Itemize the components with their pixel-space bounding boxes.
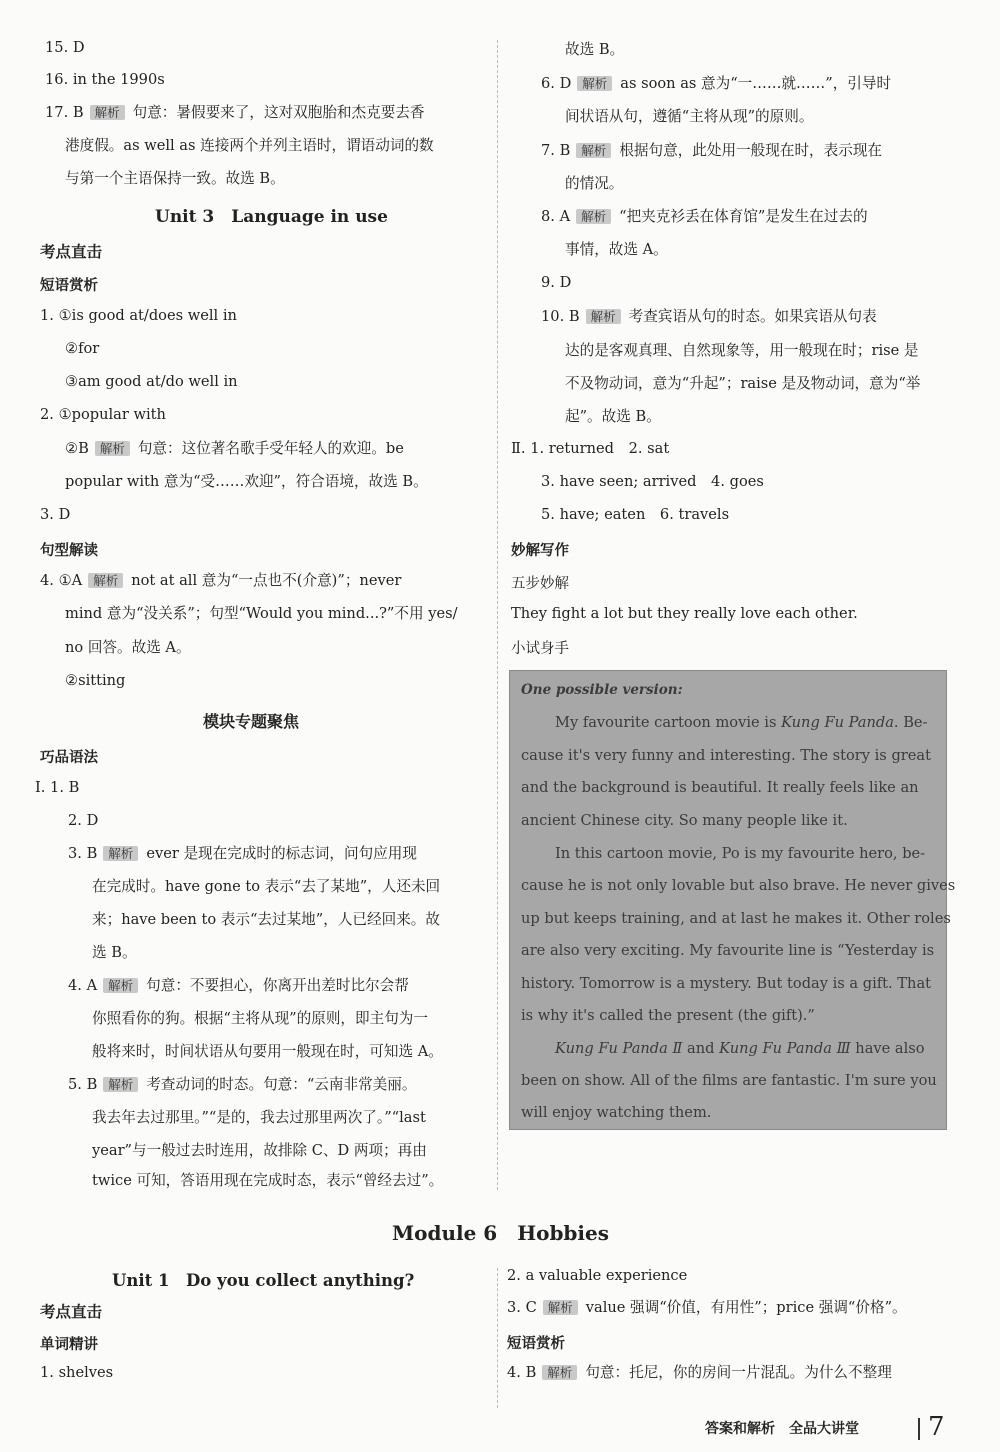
word-answer-1: 1. shelves xyxy=(40,1364,114,1381)
section-heading: 短语赏析 xyxy=(40,278,98,294)
grammar-answer-9: 9. D xyxy=(541,274,572,291)
grammar-answer-3 xyxy=(68,845,417,863)
section-heading: 巧品语法 xyxy=(40,750,98,766)
analysis-badge: 解析 xyxy=(95,441,130,456)
fill-answers-3: 3. have seen; arrived 4. goes xyxy=(541,473,764,490)
answer-number: 8. A xyxy=(541,208,571,225)
footer-label: 答案和解析 全品大讲堂 xyxy=(705,1421,859,1437)
answer-17 xyxy=(45,104,424,122)
footer-divider xyxy=(918,1418,920,1440)
answer-number: 10. B xyxy=(541,308,580,325)
section-heading: 考点直击 xyxy=(40,1303,103,1321)
sample-line: Kung Fu Panda Ⅱ and Kung Fu Panda Ⅲ have also xyxy=(555,1040,925,1057)
analysis-badge: 解析 xyxy=(586,309,621,324)
answer-number: 17. B xyxy=(45,104,84,121)
answer-number: 7. B xyxy=(541,142,571,159)
section-heading: 妙解写作 xyxy=(511,543,569,559)
explanation-text: 句意：暑假要来了，这对双胞胎和杰克要去香 xyxy=(132,104,425,121)
analysis-badge: 解析 xyxy=(576,209,611,224)
explanation-line: 我去年去过那里。”“是的，我去过那里两次了。”“last xyxy=(92,1109,426,1126)
explanation-line: 来；have been to 表示“去过某地”，人已经回来。故 xyxy=(92,911,440,928)
analysis-badge: 解析 xyxy=(576,143,611,158)
answer-15: 15. D xyxy=(45,39,85,56)
explanation-line: no 回答。故选 A。 xyxy=(65,639,191,656)
section-heading: 单词精讲 xyxy=(40,1337,98,1353)
analysis-badge: 解析 xyxy=(577,76,612,91)
answer-4b: ②sitting xyxy=(65,672,126,689)
movie-title: Kung Fu Panda Ⅱ xyxy=(555,1040,683,1057)
analysis-badge: 解析 xyxy=(103,1077,138,1092)
grammar-answer-2: 2. D xyxy=(68,812,99,829)
answer-number: 6. D xyxy=(541,75,572,92)
grammar-answer-1: Ⅰ. 1. B xyxy=(35,779,80,796)
answer-1c: ③am good at/do well in xyxy=(65,373,238,390)
explanation-line: 不及物动词，意为“升起”；raise 是及物动词，意为“举 xyxy=(565,375,921,392)
explanation-line: popular with 意为“受……欢迎”，符合语境，故选 B。 xyxy=(65,473,428,490)
answer-1a: 1. ①is good at/does well in xyxy=(40,307,237,324)
explanation-text: 根据句意，此处用一般现在时，表示现在 xyxy=(619,142,883,159)
explanation-line: 你照看你的狗。根据“主将从现”的原则，即主句为一 xyxy=(92,1010,428,1027)
sample-line: cause it's very funny and interesting. The story is great xyxy=(521,747,931,764)
sample-line: My favourite cartoon movie is Kung Fu Panda. Be- xyxy=(555,714,928,731)
fill-answers-5: 5. have; eaten 6. travels xyxy=(541,506,730,523)
topic-heading: 模块专题聚焦 xyxy=(203,712,300,731)
grammar-answer-8 xyxy=(541,208,868,226)
grammar-answer-6 xyxy=(541,75,891,93)
answer-4a xyxy=(40,572,401,590)
unit-heading: Unit 3 Language in use xyxy=(155,207,388,227)
explanation-line: year”与一般过去时连用，故排除 C、D 两项；再由 xyxy=(92,1142,427,1159)
sample-line: been on show. All of the films are fantastic. I'm sure you xyxy=(521,1072,937,1089)
sample-line: history. Tomorrow is a mystery. But today is a gift. That xyxy=(521,975,932,992)
explanation-line: 起”。故选 B。 xyxy=(565,408,661,425)
answer-2a: 2. ①popular with xyxy=(40,406,166,423)
analysis-badge: 解析 xyxy=(103,978,138,993)
analysis-badge: 解析 xyxy=(542,1365,577,1380)
sample-line: is why it's called the present (the gift).” xyxy=(521,1007,815,1024)
answer-number: 4. A xyxy=(68,977,98,994)
explanation-text: 句意：不要担心，你离开出差时比尔会帮 xyxy=(146,977,409,994)
explanation-line: 与第一个主语保持一致。故选 B。 xyxy=(65,170,285,187)
explanation-line: mind 意为“没关系”；句型“Would you mind...?”不用 yes/ xyxy=(65,605,458,622)
answer-16: 16. in the 1990s xyxy=(45,71,165,88)
unit-heading: Unit 1 Do you collect anything? xyxy=(112,1271,415,1290)
analysis-badge: 解析 xyxy=(543,1300,578,1315)
analysis-badge: 解析 xyxy=(90,105,125,120)
explanation-text: 考查动词的时态。句意：“云南非常美丽。 xyxy=(146,1076,417,1093)
grammar-answer-5 xyxy=(68,1076,416,1094)
sample-line: are also very exciting. My favourite line is “Yesterday is xyxy=(521,942,935,959)
explanation-line: 的情况。 xyxy=(565,175,624,192)
grammar-answer-4 xyxy=(68,977,409,995)
sample-line: ancient Chinese city. So many people like it. xyxy=(521,812,848,829)
sample-heading: One possible version: xyxy=(521,682,683,698)
explanation-line: 间状语从句，遵循“主将从现”的原则。 xyxy=(565,108,814,125)
explanation-line: 达的是客观真理、自然现象等，用一般现在时；rise 是 xyxy=(565,342,919,359)
phrase-answer-4 xyxy=(507,1364,892,1382)
answer-number: 4. B xyxy=(507,1364,537,1381)
sample-line: and the background is beautiful. It really feels like an xyxy=(521,779,919,796)
answer-number: 5. B xyxy=(68,1076,98,1093)
explanation-line: twice 可知，答语用现在完成时态，表示“曾经去过”。 xyxy=(92,1172,444,1189)
section-heading: 小试身手 xyxy=(511,641,569,657)
word-answer-2: 2. a valuable experience xyxy=(507,1267,688,1284)
explanation-text: ever 是现在完成时的标志词，问句应用现 xyxy=(146,845,417,862)
column-divider xyxy=(497,40,498,1190)
analysis-badge: 解析 xyxy=(103,846,138,861)
sample-line: will enjoy watching them. xyxy=(521,1104,712,1121)
explanation-line: 选 B。 xyxy=(92,944,137,961)
explanation-text: not at all 意为“一点也不(介意)”；never xyxy=(131,572,402,589)
module-title: Module 6 Hobbies xyxy=(392,1221,609,1245)
explanation-text: “把夹克衫丢在体育馆”是发生在过去的 xyxy=(619,208,868,225)
explanation-line: 般将来时，时间状语从句要用一般现在时，可知选 A。 xyxy=(92,1043,443,1060)
analysis-badge: 解析 xyxy=(88,573,123,588)
answer-number: 3. B xyxy=(68,845,98,862)
sample-line: In this cartoon movie, Po is my favourite hero, be- xyxy=(555,845,926,862)
explanation-line: 故选 B。 xyxy=(565,41,625,58)
movie-title: Kung Fu Panda Ⅲ xyxy=(719,1040,851,1057)
explanation-line: 在完成时。have gone to 表示“去了某地”，人还未回 xyxy=(92,878,441,895)
writing-sentence: They fight a lot but they really love each other. xyxy=(511,605,858,622)
explanation-text: 句意：托尼，你的房间一片混乱。为什么不整理 xyxy=(585,1364,892,1381)
sample-essay-box xyxy=(509,670,956,1130)
sample-line: cause he is not only lovable but also brave. He never gives xyxy=(521,877,956,894)
section-heading: 五步妙解 xyxy=(511,576,569,592)
sample-line: up but keeps training, and at last he makes it. Other roles xyxy=(521,910,951,927)
explanation-line: 事情，故选 A。 xyxy=(565,241,668,258)
answer-3: 3. D xyxy=(40,506,71,523)
answer-number: 4. ①A xyxy=(40,572,83,589)
answer-number: 3. C xyxy=(507,1299,537,1316)
explanation-text: value 强调“价值，有用性”；price 强调“价格”。 xyxy=(585,1299,907,1316)
explanation-text: 句意：这位著名歌手受年轻人的欢迎。be xyxy=(137,440,404,457)
grammar-answer-7 xyxy=(541,142,882,160)
section-heading: 句型解读 xyxy=(40,543,98,559)
answer-number: ②B xyxy=(65,440,89,457)
word-answer-3 xyxy=(507,1299,907,1317)
movie-title: Kung Fu Panda xyxy=(781,714,894,731)
fill-answers-1: Ⅱ. 1. returned 2. sat xyxy=(511,440,670,457)
section-heading: 考点直击 xyxy=(40,243,103,261)
page-number: 7 xyxy=(928,1412,945,1442)
explanation-line: 港度假。as well as 连接两个并列主语时，谓语动词的数 xyxy=(65,137,434,154)
section-heading: 短语赏析 xyxy=(507,1336,565,1352)
answer-2b xyxy=(65,440,404,458)
answer-1b: ②for xyxy=(65,340,100,357)
explanation-text: 考查宾语从句的时态。如果宾语从句表 xyxy=(628,308,877,325)
column-divider-lower xyxy=(497,1268,498,1408)
grammar-answer-10 xyxy=(541,308,877,326)
explanation-text: as soon as 意为“一……就……”，引导时 xyxy=(620,75,892,92)
